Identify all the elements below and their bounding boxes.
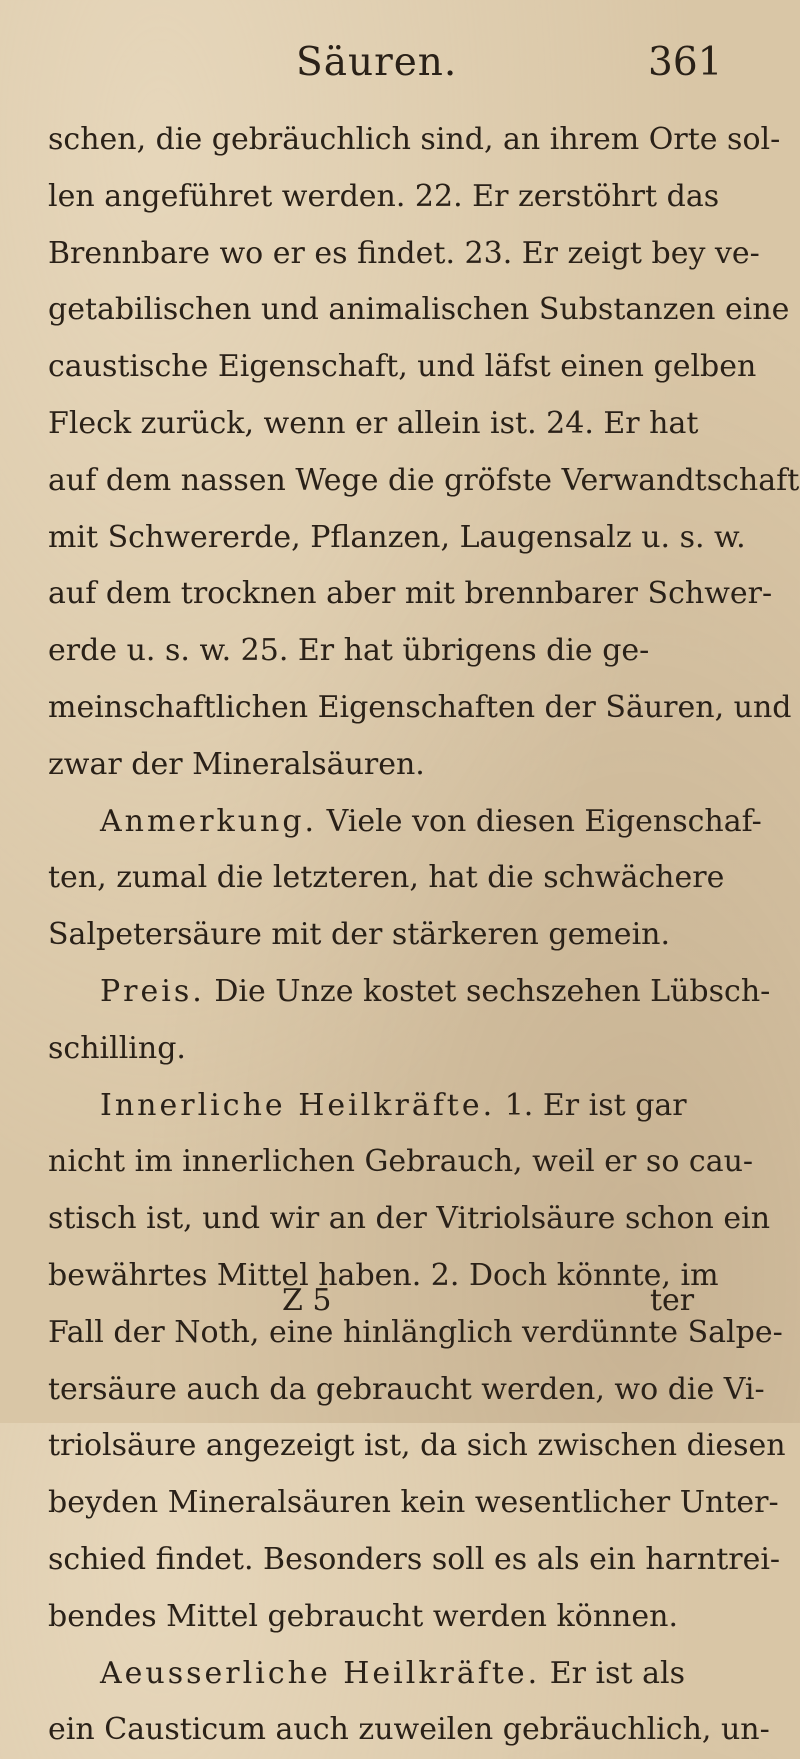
anmerkung-paragraph-start <box>48 794 762 851</box>
page-header <box>0 40 800 90</box>
text-line: stisch ist, und wir an der Vitriolsäure schon ein <box>48 1201 771 1237</box>
text-line: nicht im innerlichen Gebrauch, weil er so cau- <box>48 1144 754 1180</box>
text-line: erde u. s. w. 25. Er hat übrigens die ge- <box>48 633 650 669</box>
text-line: len angeführet werden. 22. Er zerstöhrt das <box>48 178 720 214</box>
text-line: Brennbare wo er es findet. 23. Er zeigt bey ve- <box>48 235 760 271</box>
running-head: Säuren. <box>296 40 458 85</box>
preis-paragraph-start <box>48 964 771 1021</box>
anmerkung-heading: Anmerkung. <box>100 803 318 839</box>
signature-mark: Z 5 <box>282 1283 332 1318</box>
text-line: ein Causticum auch zuweilen gebräuchlich, un- <box>48 1712 770 1748</box>
page-footer <box>0 1283 800 1333</box>
text-line: bewährtes Mittel haben. 2. Doch könnte, im <box>48 1257 719 1293</box>
text-line: Fleck zurück, wenn er allein ist. 24. Er hat <box>48 405 699 441</box>
text-line: schied findet. Besonders soll es als ein harntrei- <box>48 1541 781 1577</box>
text-line: tersäure auch da gebraucht werden, wo die Vi- <box>48 1371 765 1407</box>
text-line: caustische Eigenschaft, und läfst einen gelben <box>48 349 757 385</box>
innerliche-heading: Innerliche Heilkräfte. <box>100 1087 496 1123</box>
body-text <box>48 112 800 1759</box>
text-line: beyden Mineralsäuren kein wesentlicher Unter- <box>48 1485 779 1521</box>
page-number: 361 <box>648 40 723 85</box>
text-line: bendes Mittel gebraucht werden können. <box>48 1598 678 1634</box>
text-line: triolsäure angezeigt ist, da sich zwischen diesen <box>48 1428 786 1464</box>
preis-heading: Preis. <box>100 973 205 1009</box>
text-line: Salpetersäure mit der stärkeren gemein. <box>48 917 671 953</box>
text-line: ten, zumal die letzteren, hat die schwächere <box>48 860 725 896</box>
innerliche-text: 1. Er ist gar <box>495 1087 687 1123</box>
text-line: auf dem nassen Wege die gröfste Verwandtschaft <box>48 462 800 498</box>
text-line: mit Schwererde, Pflanzen, Laugensalz u. s. w. <box>48 519 746 555</box>
text-line: getabilischen und animalischen Substanzen eine <box>48 292 790 328</box>
aeusserliche-text: Er ist als <box>540 1655 685 1691</box>
aeusserliche-paragraph-start <box>48 1646 748 1703</box>
aeusserliche-heading: Aeusserliche Heilkräfte. <box>100 1655 541 1691</box>
innerliche-paragraph-start <box>48 1078 748 1135</box>
text-line: schilling. <box>48 1030 186 1066</box>
text-line: zwar der Mineralsäuren. <box>48 746 425 782</box>
text-line: auf dem trocknen aber mit brennbarer Schwer- <box>48 576 773 612</box>
text-line: meinschaftlichen Eigenschaften der Säuren, und <box>48 689 792 725</box>
text-line: Fall der Noth, eine hinlänglich verdünnte Salpe- <box>48 1314 783 1350</box>
catchword: ter <box>650 1283 695 1318</box>
preis-text: Die Unze kostet sechszehen Lübsch- <box>204 973 771 1009</box>
anmerkung-text: Viele von diesen Eigenschaf- <box>317 803 762 839</box>
text-line: schen, die gebräuchlich sind, an ihrem Orte sol- <box>48 122 781 157</box>
